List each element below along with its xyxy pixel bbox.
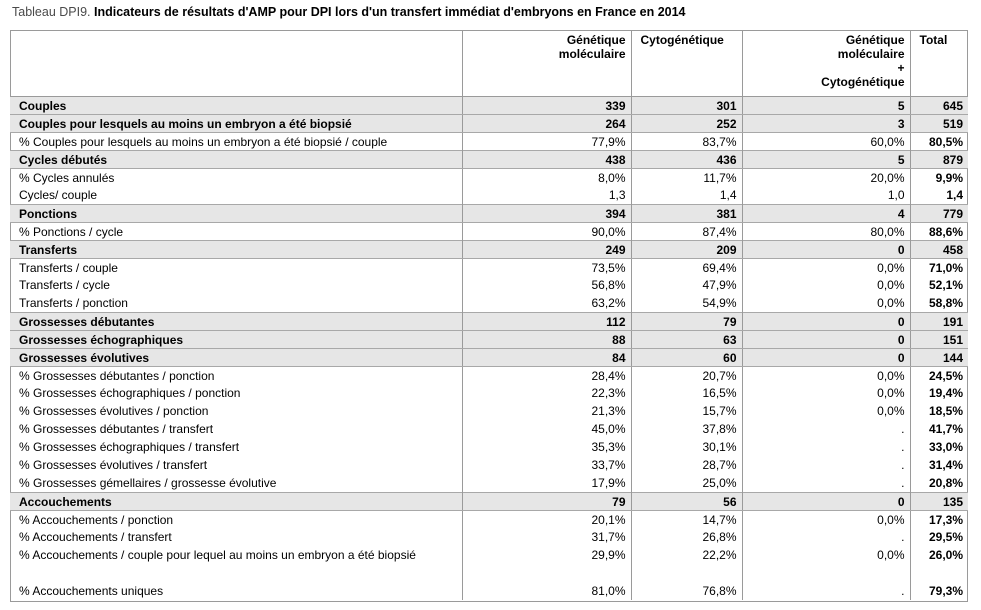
row-label: Cycles débutés: [10, 150, 462, 168]
value-cytogenetique: 69,4%: [631, 258, 742, 276]
value-genetique-moleculaire: 8,0%: [462, 168, 631, 186]
value-genetique-moleculaire: 28,4%: [462, 366, 631, 384]
value-total: 135: [910, 492, 968, 510]
table-row: [10, 510, 968, 528]
table-row: [10, 438, 968, 456]
table-row: [10, 240, 968, 258]
value-combined: .: [742, 528, 910, 546]
value-genetique-moleculaire: 45,0%: [462, 420, 631, 438]
value-cytogenetique: 11,7%: [631, 168, 742, 186]
header-line: +: [897, 61, 905, 75]
value-genetique-moleculaire: 79: [462, 492, 631, 510]
row-label: % Grossesses échographiques / transfert: [10, 438, 462, 456]
value-genetique-moleculaire: 20,1%: [462, 510, 631, 528]
header-total: [910, 30, 968, 96]
value-cytogenetique: 15,7%: [631, 402, 742, 420]
value-cytogenetique: 209: [631, 240, 742, 258]
table-row: [10, 204, 968, 222]
value-total: 779: [910, 204, 968, 222]
value-combined: .: [742, 456, 910, 474]
value-total: 9,9%: [935, 170, 963, 185]
table-title: Indicateurs de résultats d'AMP pour DPI lors d'un transfert immédiat d'embryons en France en 2014: [94, 5, 686, 19]
value-combined: 0,0%: [742, 384, 910, 402]
value-cytogenetique: 54,9%: [631, 294, 742, 312]
value-genetique-moleculaire: 249: [462, 240, 631, 258]
table-row: [10, 222, 968, 240]
row-label: Transferts / cycle: [10, 276, 462, 294]
row-label: % Couples pour lesquels au moins un embryon a été biopsié / couple: [10, 132, 462, 150]
row-label: Grossesses évolutives: [10, 348, 462, 366]
value-combined: 0,0%: [742, 402, 910, 420]
value-cytogenetique: 79: [631, 312, 742, 330]
header-combined: [742, 30, 910, 96]
row-label: Transferts: [10, 240, 462, 258]
value-combined: 0,0%: [742, 366, 910, 384]
table-row: [10, 168, 968, 186]
header-genetique-moleculaire: [462, 30, 631, 96]
table-row: [10, 492, 968, 510]
value-combined: 4: [742, 204, 910, 222]
row-label: Couples pour lesquels au moins un embryon a été biopsié: [10, 114, 462, 132]
value-combined: 0: [742, 348, 910, 366]
table-row: [10, 294, 968, 312]
table-row: [10, 348, 968, 366]
value-cytogenetique: 28,7%: [631, 456, 742, 474]
header-line: moléculaire: [558, 47, 626, 61]
value-total: 879: [910, 150, 968, 168]
row-label: % Accouchements uniques: [10, 582, 462, 600]
value-genetique-moleculaire: 22,3%: [462, 384, 631, 402]
value-total: 58,8%: [928, 296, 963, 310]
value-genetique-moleculaire: 88: [462, 330, 631, 348]
value-combined: 0,0%: [742, 510, 910, 528]
value-total: 29,5%: [928, 530, 963, 544]
row-label: % Grossesses évolutives / ponction: [10, 402, 462, 420]
value-cytogenetique: 20,7%: [631, 366, 742, 384]
value-genetique-moleculaire: 63,2%: [462, 294, 631, 312]
value-genetique-moleculaire: 438: [462, 150, 631, 168]
value-combined: 5: [742, 96, 910, 114]
value-genetique-moleculaire: 33,7%: [462, 456, 631, 474]
table-row: [10, 150, 968, 168]
value-combined: 0,0%: [742, 546, 910, 582]
value-total: 24,5%: [928, 368, 963, 383]
value-combined: .: [742, 420, 910, 438]
value-total: 458: [910, 240, 968, 258]
row-label: % Grossesses débutantes / ponction: [10, 366, 462, 384]
value-cytogenetique: 37,8%: [631, 420, 742, 438]
header-cytogenetique: [631, 30, 742, 96]
value-cytogenetique: 87,4%: [631, 222, 742, 240]
table-row: [10, 546, 968, 582]
table-row: [10, 330, 968, 348]
value-total: 144: [910, 348, 968, 366]
value-total: 19,4%: [928, 386, 963, 400]
value-cytogenetique: 63: [631, 330, 742, 348]
header-line: Cytogénétique: [640, 33, 724, 47]
row-label: Cycles/ couple: [10, 186, 462, 204]
value-combined: 1,0: [742, 186, 910, 204]
value-total: 41,7%: [928, 422, 963, 436]
table-row: [10, 402, 968, 420]
table-row: [10, 276, 968, 294]
header-row: [10, 30, 968, 96]
value-genetique-moleculaire: 394: [462, 204, 631, 222]
value-total: 79,3%: [928, 584, 963, 598]
header-line: Génétique: [845, 33, 905, 47]
header-line: Total: [919, 33, 948, 47]
value-combined: 0,0%: [742, 258, 910, 276]
value-genetique-moleculaire: 35,3%: [462, 438, 631, 456]
row-label: % Grossesses gémellaires / grossesse évolutive: [10, 474, 462, 492]
value-combined: .: [742, 474, 910, 492]
table-row: [10, 456, 968, 474]
row-label: % Cycles annulés: [10, 168, 462, 186]
table-caption: [12, 5, 686, 19]
value-cytogenetique: 60: [631, 348, 742, 366]
table-row: [10, 312, 968, 330]
value-cytogenetique: 22,2%: [631, 546, 742, 582]
row-label: Accouchements: [10, 492, 462, 510]
value-combined: 3: [742, 114, 910, 132]
value-combined: 0: [742, 330, 910, 348]
table-row: [10, 186, 968, 204]
value-cytogenetique: 16,5%: [631, 384, 742, 402]
row-label: % Accouchements / transfert: [10, 528, 462, 546]
header-line: moléculaire: [837, 47, 905, 61]
table-number: Tableau DPI9.: [12, 5, 91, 19]
value-cytogenetique: 301: [631, 96, 742, 114]
value-total: 80,5%: [928, 134, 963, 149]
row-label: Transferts / couple: [10, 258, 462, 276]
value-cytogenetique: 25,0%: [631, 474, 742, 492]
value-genetique-moleculaire: 77,9%: [462, 132, 631, 150]
value-genetique-moleculaire: 264: [462, 114, 631, 132]
row-label: % Grossesses échographiques / ponction: [10, 384, 462, 402]
value-cytogenetique: 47,9%: [631, 276, 742, 294]
value-total: 519: [910, 114, 968, 132]
value-combined: 80,0%: [742, 222, 910, 240]
row-label: % Grossesses débutantes / transfert: [10, 420, 462, 438]
row-label: % Accouchements / ponction: [10, 510, 462, 528]
value-genetique-moleculaire: 84: [462, 348, 631, 366]
table-row: [10, 384, 968, 402]
row-label: Ponctions: [10, 204, 462, 222]
value-cytogenetique: 1,4: [631, 186, 742, 204]
value-genetique-moleculaire: 17,9%: [462, 474, 631, 492]
row-label: Couples: [10, 96, 462, 114]
value-cytogenetique: 56: [631, 492, 742, 510]
value-cytogenetique: 14,7%: [631, 510, 742, 528]
value-total: 20,8%: [928, 476, 963, 490]
value-genetique-moleculaire: 339: [462, 96, 631, 114]
value-combined: 0: [742, 240, 910, 258]
value-combined: 0: [742, 492, 910, 510]
row-label: Grossesses échographiques: [10, 330, 462, 348]
table-row: [10, 96, 968, 114]
header-line: Cytogénétique: [821, 75, 905, 89]
value-total: 26,0%: [928, 548, 963, 562]
value-cytogenetique: 26,8%: [631, 528, 742, 546]
value-genetique-moleculaire: 29,9%: [462, 546, 631, 582]
table-row: [10, 132, 968, 150]
table-row: [10, 258, 968, 276]
value-combined: 5: [742, 150, 910, 168]
value-genetique-moleculaire: 73,5%: [462, 258, 631, 276]
value-genetique-moleculaire: 21,3%: [462, 402, 631, 420]
value-genetique-moleculaire: 1,3: [462, 186, 631, 204]
value-combined: 60,0%: [742, 132, 910, 150]
value-total: 33,0%: [928, 440, 963, 454]
value-combined: .: [742, 582, 910, 600]
value-total: 645: [910, 96, 968, 114]
value-combined: .: [742, 438, 910, 456]
row-label: Transferts / ponction: [10, 294, 462, 312]
value-cytogenetique: 436: [631, 150, 742, 168]
value-total: 191: [910, 312, 968, 330]
value-total: 151: [910, 330, 968, 348]
header-label-cell: [10, 30, 462, 96]
value-genetique-moleculaire: 90,0%: [462, 222, 631, 240]
table-row: [10, 420, 968, 438]
value-genetique-moleculaire: 112: [462, 312, 631, 330]
row-label: % Ponctions / cycle: [10, 222, 462, 240]
value-cytogenetique: 30,1%: [631, 438, 742, 456]
value-combined: 0,0%: [742, 294, 910, 312]
value-total: 71,0%: [928, 260, 963, 275]
value-total: 1,4: [946, 188, 963, 202]
results-table: [10, 30, 968, 600]
table-row: [10, 366, 968, 384]
value-combined: 20,0%: [742, 168, 910, 186]
value-cytogenetique: 252: [631, 114, 742, 132]
row-label: Grossesses débutantes: [10, 312, 462, 330]
value-total: 88,6%: [928, 224, 963, 239]
value-genetique-moleculaire: 56,8%: [462, 276, 631, 294]
value-combined: 0: [742, 312, 910, 330]
value-genetique-moleculaire: 31,7%: [462, 528, 631, 546]
table-row: [10, 582, 968, 600]
value-total: 52,1%: [928, 278, 963, 292]
value-total: 31,4%: [928, 458, 963, 472]
table-row: [10, 474, 968, 492]
value-total: 17,3%: [928, 512, 963, 527]
header-line: Génétique: [566, 33, 626, 47]
value-cytogenetique: 76,8%: [631, 582, 742, 600]
row-label: % Accouchements / couple pour lequel au moins un embryon a été biopsié: [10, 546, 462, 582]
value-total: 18,5%: [928, 404, 963, 418]
value-cytogenetique: 381: [631, 204, 742, 222]
table-row: [10, 114, 968, 132]
table-row: [10, 528, 968, 546]
value-genetique-moleculaire: 81,0%: [462, 582, 631, 600]
value-cytogenetique: 83,7%: [631, 132, 742, 150]
row-label: % Grossesses évolutives / transfert: [10, 456, 462, 474]
value-combined: 0,0%: [742, 276, 910, 294]
